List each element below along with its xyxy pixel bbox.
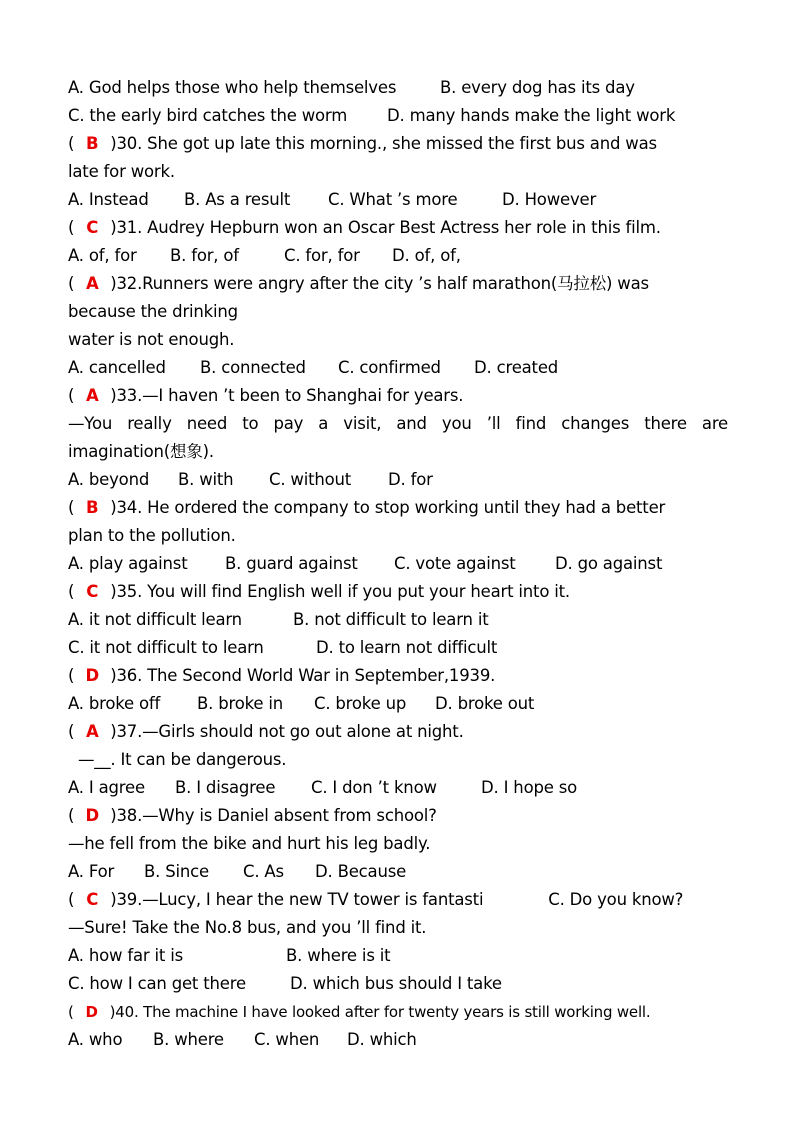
question-text: )36. The Second World War in September,1939.	[110, 666, 496, 685]
answer-36: D	[85, 666, 99, 685]
question-continuation: imagination(想象).	[68, 442, 214, 461]
option: C. confirmed	[338, 358, 441, 377]
open-paren: (	[68, 722, 75, 741]
answer-31: C	[86, 218, 99, 237]
option: B. Since	[144, 862, 209, 881]
open-paren: (	[68, 582, 75, 601]
options-line	[68, 1026, 728, 1054]
options-line	[68, 690, 728, 718]
option: C. how I can get there	[68, 974, 246, 993]
option: D. However	[502, 190, 597, 209]
option: A. play against	[68, 554, 188, 573]
option: A. Instead	[68, 190, 149, 209]
dialogue-reply: —he fell from the bike and hurt his leg badly.	[68, 834, 431, 853]
option: D. I hope so	[481, 778, 578, 797]
option: A. broke off	[68, 694, 161, 713]
options-line	[68, 550, 728, 578]
question-continuation: water is not enough.	[68, 330, 235, 349]
option: C. As	[243, 862, 284, 881]
option: D. many hands make the light work	[387, 106, 676, 125]
answer-38: D	[85, 806, 99, 825]
question-continuation: late for work.	[68, 162, 175, 181]
option: A. who	[68, 1030, 123, 1049]
option: B. broke in	[197, 694, 284, 713]
option: B. As a result	[184, 190, 291, 209]
option: C. broke up	[314, 694, 407, 713]
options-line	[68, 74, 728, 102]
open-paren: (	[68, 666, 75, 685]
open-paren: (	[68, 498, 75, 517]
question-text: )35. You will find English well if you put your heart into it.	[110, 582, 570, 601]
option: D. for	[388, 470, 433, 489]
option: B. where is it	[286, 946, 391, 965]
option: C. vote against	[394, 554, 516, 573]
options-line	[68, 242, 728, 270]
option: B. with	[178, 470, 234, 489]
question-tail: C. Do you know?	[548, 890, 684, 909]
option: A. For	[68, 862, 115, 881]
option: B. for, of	[170, 246, 239, 265]
question-39	[68, 886, 728, 914]
option: C. I don ’t know	[311, 778, 437, 797]
answer-34: B	[86, 498, 99, 517]
open-paren: (	[68, 890, 75, 909]
question-35	[68, 578, 728, 606]
open-paren: (	[68, 218, 75, 237]
question-31	[68, 214, 728, 242]
question-36	[68, 662, 728, 690]
open-paren: (	[68, 386, 75, 405]
option: B. connected	[200, 358, 306, 377]
question-continuation: plan to the pollution.	[68, 526, 236, 545]
open-paren: (	[68, 806, 75, 825]
options-line	[68, 634, 728, 662]
option: C. the early bird catches the worm	[68, 106, 348, 125]
question-continuation: because the drinking	[68, 302, 238, 321]
question-text: )40. The machine I have looked after for twenty years is still working well.	[109, 1003, 651, 1021]
question-sheet	[68, 74, 728, 1054]
open-paren: (	[68, 274, 75, 293]
option: D. created	[474, 358, 559, 377]
option: B. every dog has its day	[440, 78, 635, 97]
answer-32: A	[85, 274, 99, 293]
option: D. broke out	[435, 694, 535, 713]
answer-33: A	[85, 386, 99, 405]
question-text: )38.—Why is Daniel absent from school?	[110, 806, 437, 825]
option: B. guard against	[225, 554, 358, 573]
options-line	[68, 606, 728, 634]
answer-40: D	[85, 1003, 98, 1021]
option: A. of, for	[68, 246, 137, 265]
question-33	[68, 382, 728, 410]
options-line	[68, 466, 728, 494]
answer-35: C	[86, 582, 99, 601]
open-paren: (	[68, 1003, 74, 1021]
option: D. which bus should I take	[290, 974, 502, 993]
open-paren: (	[68, 134, 75, 153]
options-line	[68, 970, 728, 998]
options-line	[68, 774, 728, 802]
question-text: )32.Runners were angry after the city ’s half marathon(马拉松) was	[110, 274, 649, 293]
option: A. cancelled	[68, 358, 166, 377]
question-text: )30. She got up late this morning., she missed the first bus and was	[110, 134, 657, 153]
option: B. I disagree	[175, 778, 276, 797]
option: B. not difficult to learn it	[293, 610, 489, 629]
option: A. it not difficult learn	[68, 610, 242, 629]
answer-30: B	[86, 134, 99, 153]
option: D. go against	[555, 554, 663, 573]
question-30	[68, 130, 728, 158]
question-37	[68, 718, 728, 746]
question-text: )34. He ordered the company to stop working until they had a better	[110, 498, 666, 517]
options-line	[68, 102, 728, 130]
options-line	[68, 942, 728, 970]
option: C. without	[269, 470, 352, 489]
dialogue-reply: —__. It can be dangerous.	[78, 750, 287, 769]
option: D. Because	[315, 862, 407, 881]
answer-39: C	[86, 890, 99, 909]
option: C. it not difficult to learn	[68, 638, 264, 657]
options-line	[68, 186, 728, 214]
options-line	[68, 354, 728, 382]
question-text: )39.—Lucy, I hear the new TV tower is fantasti	[110, 890, 484, 909]
question-text: )33.—I haven ’t been to Shanghai for years.	[110, 386, 464, 405]
options-line	[68, 858, 728, 886]
option: C. What ’s more	[328, 190, 458, 209]
question-32	[68, 270, 728, 298]
question-34	[68, 494, 728, 522]
option: C. when	[254, 1030, 320, 1049]
option: B. where	[153, 1030, 224, 1049]
option: D. to learn not difficult	[316, 638, 498, 657]
question-text: )37.—Girls should not go out alone at night.	[110, 722, 464, 741]
option: A. God helps those who help themselves	[68, 78, 397, 97]
option: D. which	[347, 1030, 417, 1049]
option: C. for, for	[284, 246, 360, 265]
dialogue-reply: —You really need to pay a visit, and you ’ll find changes there are	[68, 414, 728, 433]
answer-37: A	[85, 722, 99, 741]
dialogue-reply: —Sure! Take the No.8 bus, and you ’ll find it.	[68, 918, 427, 937]
option: A. beyond	[68, 470, 150, 489]
option: A. I agree	[68, 778, 145, 797]
question-38	[68, 802, 728, 830]
question-40	[68, 998, 728, 1026]
option: D. of, of,	[392, 246, 461, 265]
question-text: )31. Audrey Hepburn won an Oscar Best Actress her role in this film.	[110, 218, 661, 237]
option: A. how far it is	[68, 946, 184, 965]
